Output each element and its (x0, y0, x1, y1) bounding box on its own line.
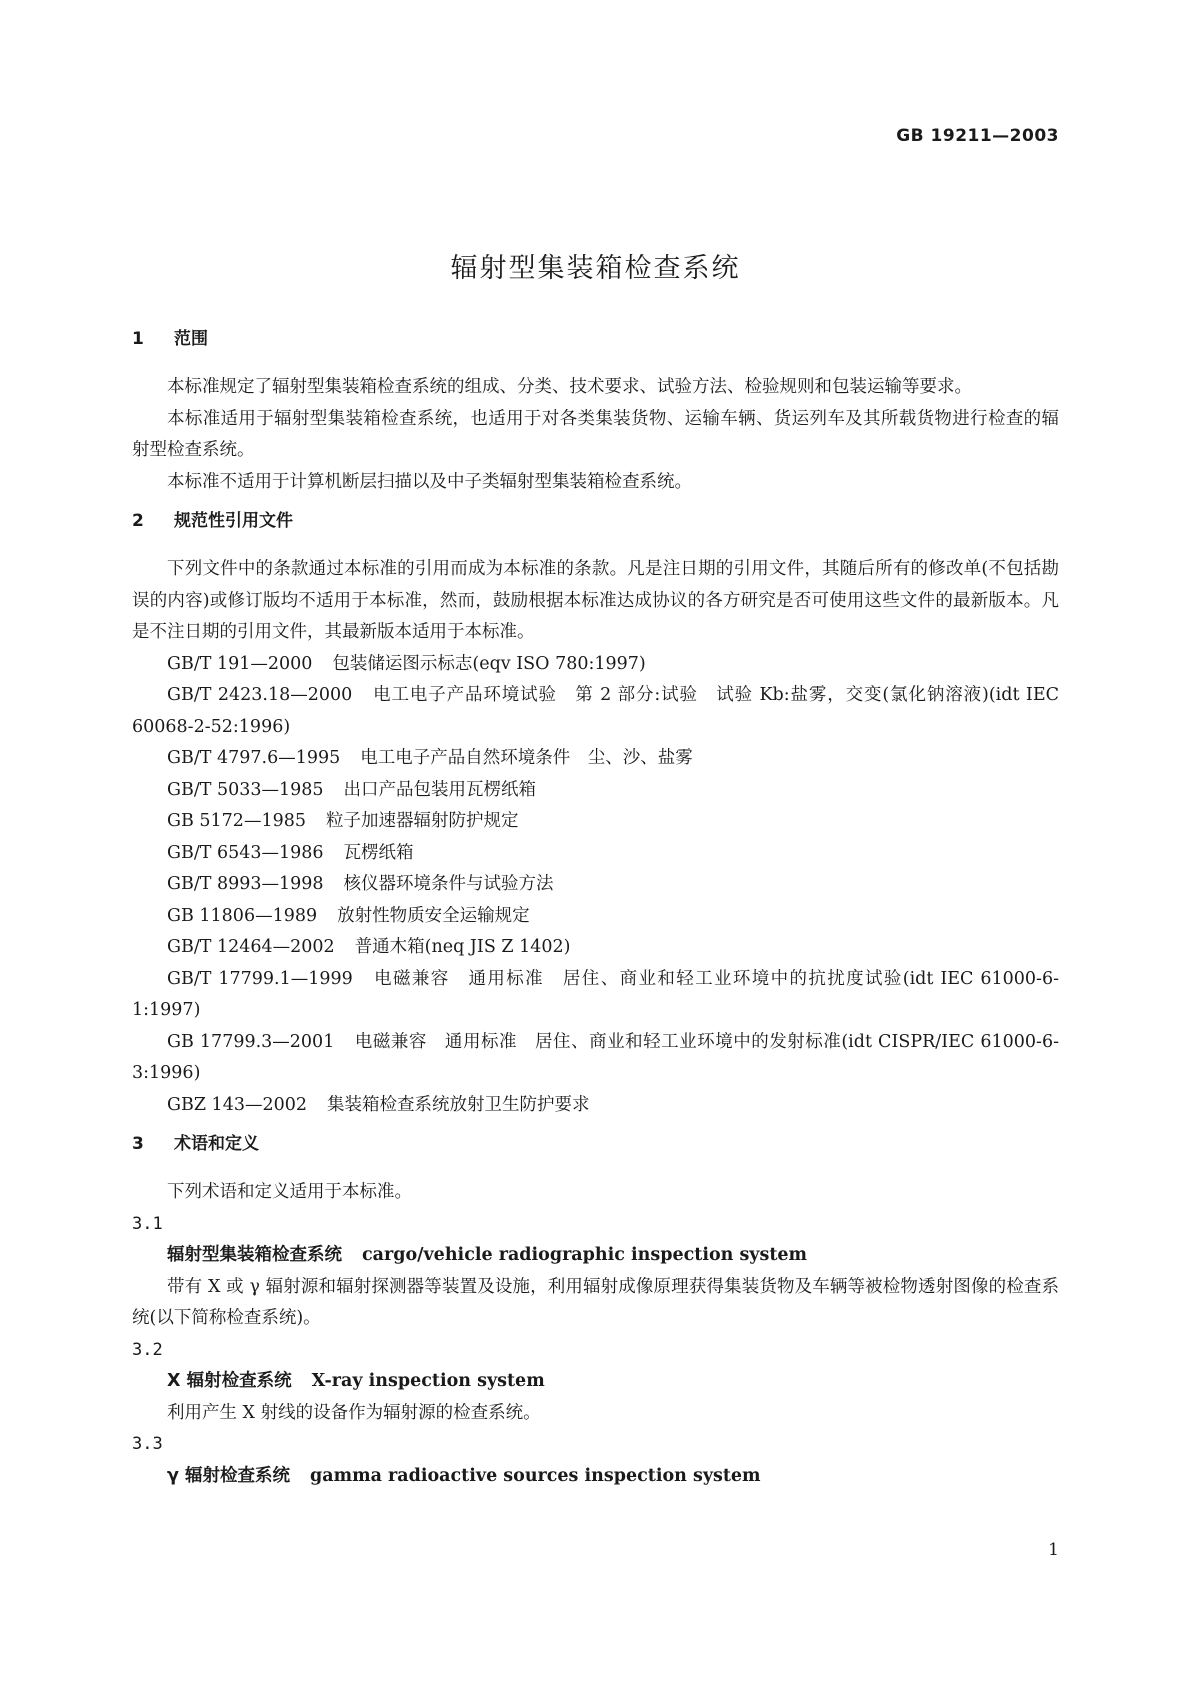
reference-code: GB/T 8993—1998 (167, 874, 324, 894)
section-title: 规范性引用文件 (174, 511, 293, 531)
clause-number: 3.2 (132, 1339, 163, 1360)
reference-title: 核仪器环境条件与试验方法 (343, 874, 554, 894)
reference-title: 放射性物质安全运输规定 (337, 905, 530, 926)
standard-number: GB 19211—2003 (896, 126, 1059, 146)
reference-title: 电工电子产品自然环境条件 尘、沙、盐雾 (360, 748, 693, 768)
paragraph: 本标准适用于辐射型集装箱检查系统，也适用于对各类集装货物、运输车辆、货运列车及其所载货物进行检查的辐射型检查系统。 (132, 408, 1059, 460)
reference-item (132, 964, 1059, 1027)
reference-item (132, 838, 1059, 870)
paragraph: 本标准规定了辐射型集装箱检查系统的组成、分类、技术要求、试验方法、检验规则和包装运输等要求。 (167, 377, 972, 397)
reference-code: GB 11806—1989 (167, 905, 318, 926)
reference-title: 粒子加速器辐射防护规定 (325, 811, 519, 831)
document-body (132, 320, 1059, 1492)
reference-item (132, 806, 1059, 838)
section-number: 2 (132, 511, 144, 531)
reference-code: GB/T 2423.18—2000 (167, 685, 353, 705)
paragraph: 下列术语和定义适用于本标准。 (167, 1182, 412, 1202)
term-definition: 带有 X 或 γ 辐射源和辐射探测器等装置及设施，利用辐射成像原理获得集装货物及车辆等被检物透射图像的检查系统(以下简称检查系统)。 (132, 1276, 1059, 1328)
term-heading (132, 1240, 1059, 1272)
section-number: 3 (132, 1134, 144, 1154)
reference-title: 电工电子产品环境试验 第 2 部分:试验 试验 Kb:盐雾，交变(氯化钠溶液)(idt IEC 60068-2-52:1996) (132, 685, 1059, 737)
clause-number: 3.3 (132, 1434, 163, 1454)
reference-title: 出口产品包装用瓦楞纸箱 (343, 779, 537, 800)
reference-title: 电磁兼容 通用标准 居住、商业和轻工业环境中的抗扰度试验(idt IEC 61000-6-1:1997) (132, 968, 1060, 1020)
reference-code: GB/T 17799.1—1999 (167, 968, 353, 989)
reference-item (132, 743, 1059, 775)
reference-item (132, 775, 1059, 807)
reference-item (132, 901, 1059, 933)
paragraph: 本标准不适用于计算机断层扫描以及中子类辐射型集装箱检查系统。 (167, 471, 692, 492)
reference-item (132, 869, 1059, 901)
page-number: 1 (1048, 1540, 1059, 1560)
reference-item (132, 1090, 1059, 1122)
clause-number: 3.1 (132, 1213, 163, 1234)
reference-code: GB/T 191—2000 (167, 653, 313, 674)
section-2-heading (132, 502, 1059, 540)
reference-title: 包装储运图示标志(eqv ISO 780:1997) (332, 653, 646, 674)
reference-code: GBZ 143—2002 (167, 1094, 307, 1115)
term-definition: 利用产生 X 射线的设备作为辐射源的检查系统。 (167, 1402, 541, 1423)
term-en: cargo/vehicle radiographic inspection system (362, 1245, 808, 1265)
term-heading (132, 1366, 1059, 1398)
section-1-heading (132, 320, 1059, 358)
reference-title: 瓦楞纸箱 (343, 842, 414, 863)
reference-code: GB 17799.3—2001 (167, 1031, 335, 1052)
term-en: X-ray inspection system (311, 1371, 545, 1391)
term-heading (132, 1461, 1059, 1493)
term-zh: 辐射型集装箱检查系统 (167, 1245, 342, 1265)
reference-code: GB/T 6543—1986 (167, 842, 324, 863)
reference-item (132, 680, 1059, 743)
section-title: 术语和定义 (174, 1134, 259, 1154)
document-title: 辐射型集装箱检查系统 (450, 253, 741, 285)
reference-code: GB/T 5033—1985 (167, 779, 324, 800)
term-zh: X 辐射检查系统 (167, 1371, 292, 1391)
section-title: 范围 (174, 329, 208, 349)
section-number: 1 (132, 329, 144, 349)
reference-title: 普通木箱(neq JIS Z 1402) (354, 937, 571, 957)
paragraph: 下列文件中的条款通过本标准的引用而成为本标准的条款。凡是注日期的引用文件，其随后所有的修改单(不包括勘误的内容)或修订版均不适用于本标准，然而，鼓励根据本标准达成协议的各方研究是否可使用这些文件的最新版本。凡是不注日期的引用文件，其最新版本适用于本标准。 (132, 559, 1059, 642)
reference-item (132, 649, 1059, 681)
term-en: gamma radioactive sources inspection system (310, 1465, 761, 1486)
reference-code: GB 5172—1985 (167, 811, 306, 831)
reference-item (132, 1027, 1059, 1090)
reference-code: GB/T 4797.6—1995 (167, 748, 341, 768)
reference-code: GB/T 12464—2002 (167, 937, 335, 957)
reference-item (132, 932, 1059, 964)
reference-title: 集装箱检查系统放射卫生防护要求 (327, 1094, 590, 1115)
reference-title: 电磁兼容 通用标准 居住、商业和轻工业环境中的发射标准(idt CISPR/IEC 61000-6-3:1996) (132, 1031, 1059, 1083)
section-3-heading (132, 1125, 1059, 1163)
term-zh: γ 辐射检查系统 (167, 1465, 291, 1486)
